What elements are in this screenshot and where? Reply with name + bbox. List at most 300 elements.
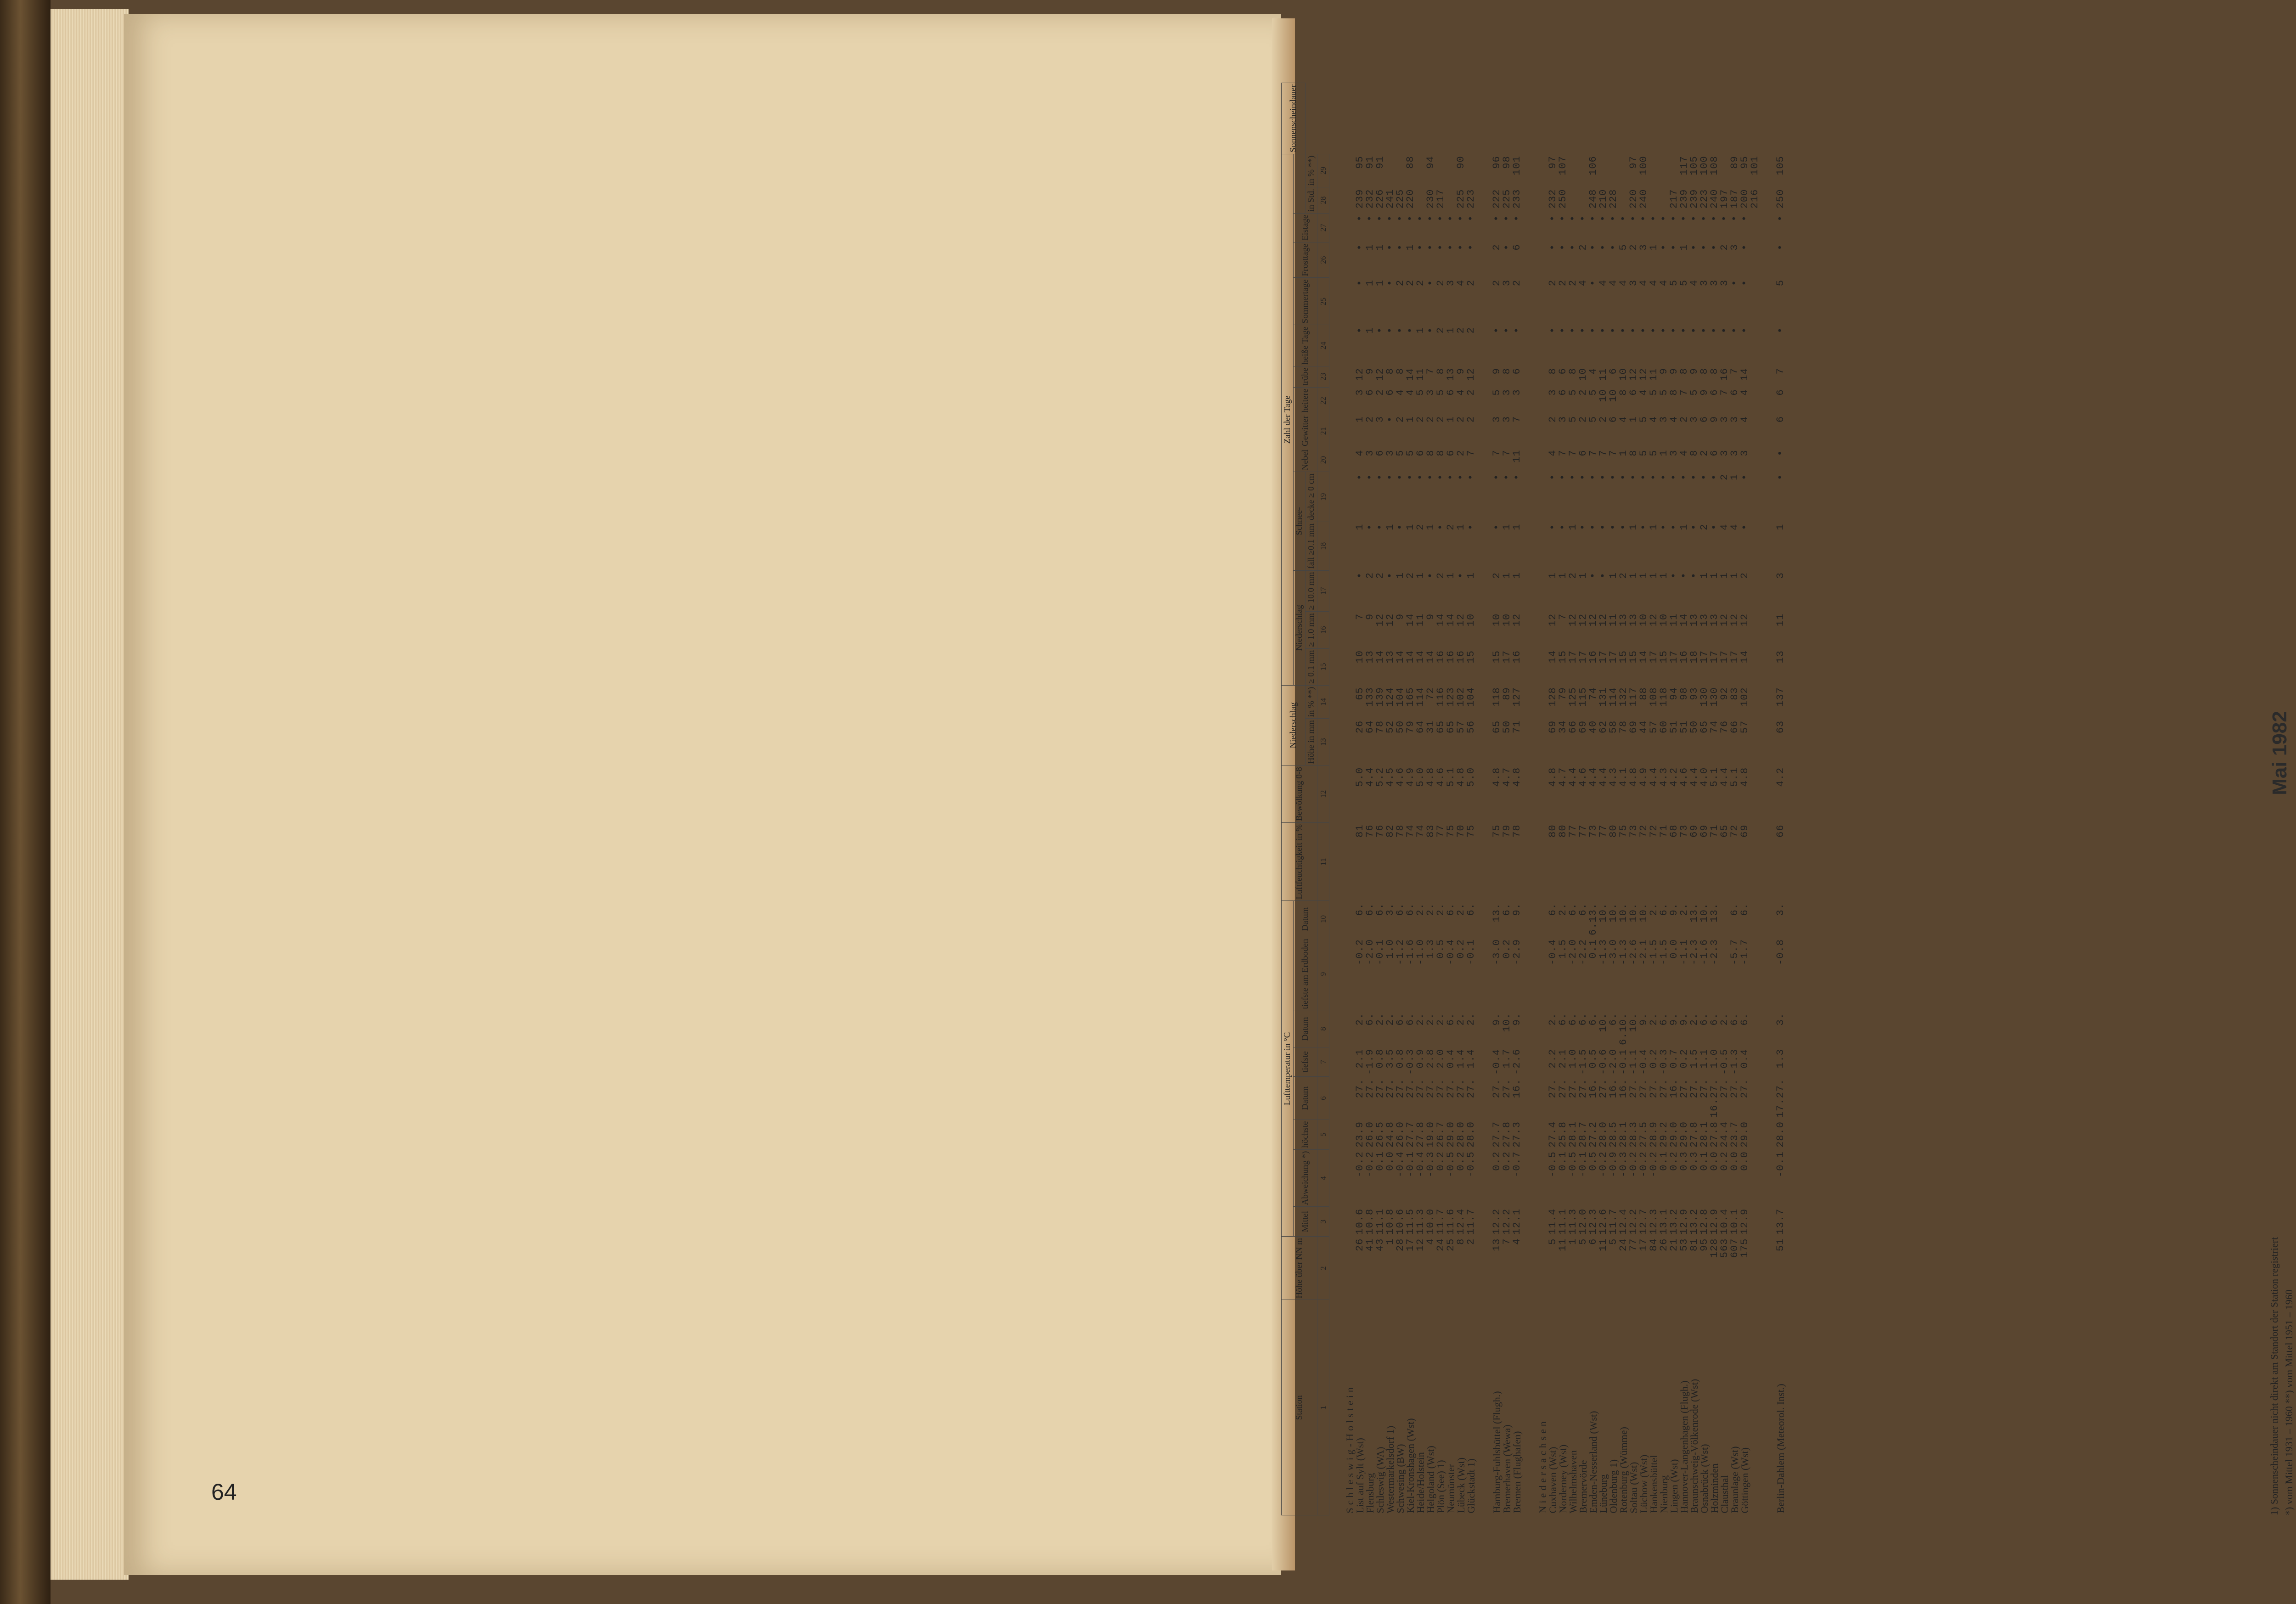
col-sunshine-header: Sonnenscheindauer xyxy=(1282,83,1306,154)
table-cell: • xyxy=(1394,523,1406,530)
table-cell: 1 xyxy=(1728,473,1740,480)
table-cell: • xyxy=(1668,215,1680,222)
table-cell: 4.8 xyxy=(1547,767,1559,787)
station-name: Neumünster xyxy=(1445,1463,1457,1514)
table-cell: 1.5 xyxy=(1688,1049,1700,1069)
table-cell: 16 xyxy=(1511,650,1523,664)
table-cell: 27. xyxy=(1424,1078,1436,1098)
table-cell: 14 xyxy=(1374,650,1386,664)
table-cell: 6. xyxy=(1577,902,1589,916)
table-row xyxy=(1679,83,1689,1515)
table-cell: 9 xyxy=(1364,368,1376,375)
table-cell: 3.5 xyxy=(1384,1049,1396,1069)
table-cell: 1 xyxy=(1567,523,1579,530)
table-cell: 4 xyxy=(1718,523,1730,530)
table-cell: 7 xyxy=(1354,613,1366,620)
station-name: Hannover-Langenhagen (Flugh.) xyxy=(1678,1380,1690,1514)
table-cell: 17 xyxy=(1404,1238,1416,1251)
table-cell: 16. xyxy=(1587,1078,1599,1098)
table-cell: 4 xyxy=(1638,279,1649,287)
table-cell: 3 xyxy=(1739,450,1750,456)
table-cell: -0.4 xyxy=(1491,1049,1503,1075)
table-cell: 11.1 xyxy=(1374,1208,1386,1235)
table-cell: 1.7 xyxy=(1501,1049,1513,1069)
table-cell: 97 xyxy=(1627,156,1639,169)
table-cell: 28.0 xyxy=(1455,1121,1467,1148)
table-cell: 114 xyxy=(1607,687,1619,707)
table-cell: 6. xyxy=(1728,902,1740,916)
table-cell: 89 xyxy=(1728,156,1740,169)
table-cell: -1.6 xyxy=(1698,939,1710,965)
table-cell: 9 xyxy=(1455,368,1467,375)
table-cell: 187 xyxy=(1728,189,1740,209)
station-name: Kiel-Kronshagen (Wst) xyxy=(1404,1418,1416,1514)
table-cell: • xyxy=(1698,326,1710,334)
table-cell: -0.2 xyxy=(1638,1151,1649,1177)
table-cell: 9 xyxy=(1394,613,1406,620)
table-cell: 1 xyxy=(1455,523,1467,530)
table-cell: 27.8 xyxy=(1501,1121,1513,1148)
table-cell: 114 xyxy=(1414,687,1426,707)
table-cell: 0.2 xyxy=(1491,1151,1503,1171)
table-cell: 76 xyxy=(1364,824,1376,838)
table-cell: • xyxy=(1354,215,1366,222)
table-cell: 2 xyxy=(1698,523,1710,530)
table-row xyxy=(1502,83,1512,1515)
table-cell: 24 xyxy=(1435,1238,1446,1251)
table-cell: 223 xyxy=(1698,189,1710,209)
table-cell: 8 xyxy=(1547,368,1559,375)
table-cell: 0.2 xyxy=(1718,1151,1730,1171)
table-cell: 91 xyxy=(1364,156,1376,169)
table-cell: 6. xyxy=(1708,1013,1720,1026)
table-cell: 6. xyxy=(1658,902,1670,916)
table-cell: 10 xyxy=(1638,613,1649,627)
table-cell: 18 xyxy=(1688,650,1700,664)
table-cell: 12.9 xyxy=(1678,1208,1690,1235)
table-cell: 220 xyxy=(1404,189,1416,209)
table-cell: 24 xyxy=(1617,1238,1629,1251)
table-cell: 6 xyxy=(1445,450,1457,456)
table-cell: -1.9 xyxy=(1364,1049,1376,1075)
table-cell: 4.4 xyxy=(1597,767,1609,787)
table-cell: 5 xyxy=(1638,416,1649,423)
column-number: 15 xyxy=(1317,648,1329,685)
table-cell: 4.4 xyxy=(1718,767,1730,787)
table-cell: 13 xyxy=(1364,650,1376,664)
table-cell: 16 xyxy=(1587,650,1599,664)
table-cell xyxy=(1750,937,1760,1011)
table-cell: 51 xyxy=(1678,720,1690,734)
table-cell: 24.4 xyxy=(1718,1121,1730,1148)
table-cell: 8 xyxy=(1435,368,1446,375)
table-cell: 5 xyxy=(1435,389,1446,396)
table-cell: 2 xyxy=(1435,572,1446,579)
table-row xyxy=(1639,83,1649,1515)
table-cell: -2.1 xyxy=(1638,939,1649,965)
table-cell: • xyxy=(1617,326,1629,334)
column-number: 16 xyxy=(1317,612,1329,648)
column-number: 26 xyxy=(1317,242,1329,278)
table-cell: 16. xyxy=(1668,1078,1680,1098)
table-cell: 95 xyxy=(1354,156,1366,169)
table-cell: 1 xyxy=(1648,572,1660,579)
table-cell: • xyxy=(1774,473,1786,480)
table-cell: 10.4 xyxy=(1718,1208,1730,1235)
table-cell xyxy=(1750,685,1760,718)
table-cell: • xyxy=(1424,244,1436,251)
table-cell: 3 xyxy=(1638,244,1649,251)
table-cell: • xyxy=(1435,473,1446,480)
table-cell: • xyxy=(1384,416,1396,423)
table-cell: 225 xyxy=(1455,189,1467,209)
table-cell: 69 xyxy=(1547,720,1559,734)
table-cell xyxy=(1750,1237,1760,1300)
table-cell: 6. xyxy=(1728,1013,1740,1026)
table-cell: 16 xyxy=(1718,368,1730,381)
table-cell: 0.2 xyxy=(1501,1151,1513,1171)
table-cell: • xyxy=(1384,572,1396,579)
table-cell: 2. xyxy=(1557,902,1569,916)
table-cell: 13.1 xyxy=(1658,1208,1670,1235)
table-cell: • xyxy=(1394,215,1406,222)
station-name: Lübeck (Wst) xyxy=(1455,1457,1467,1514)
table-cell: 12.4 xyxy=(1455,1208,1467,1235)
table-cell: • xyxy=(1414,215,1426,222)
table-cell: 2 xyxy=(1739,572,1750,579)
table-cell: • xyxy=(1658,215,1670,222)
table-cell: 11.7 xyxy=(1435,1208,1446,1235)
table-cell: • xyxy=(1465,523,1477,530)
table-cell: 3 xyxy=(1718,416,1730,423)
table-row xyxy=(1416,83,1426,1515)
table-cell: 4 xyxy=(1658,279,1670,287)
column-number: 28 xyxy=(1317,187,1329,214)
col-max-date-header: Datum xyxy=(1294,1077,1317,1120)
table-cell: 130 xyxy=(1698,687,1710,707)
col-ground-min-header: tiefste am Erdboden xyxy=(1294,937,1317,1011)
table-cell: 5 xyxy=(1774,279,1786,287)
table-cell: 1 xyxy=(1718,572,1730,579)
table-cell: 118 xyxy=(1658,687,1670,707)
table-cell: 66 xyxy=(1567,720,1579,734)
table-cell: 27. xyxy=(1678,1078,1690,1098)
table-cell: 232 xyxy=(1364,189,1376,209)
table-cell: 6. xyxy=(1364,902,1376,916)
table-cell: 1.0 xyxy=(1708,1049,1720,1069)
table-cell: 5 xyxy=(1587,416,1599,423)
col-ground-date-header: Datum xyxy=(1294,901,1317,937)
col-precip-pct-header: in % **) xyxy=(1306,685,1317,718)
table-cell: 2 xyxy=(1547,416,1559,423)
table-cell: 165 xyxy=(1404,687,1416,707)
table-cell: -0.1 xyxy=(1404,1151,1416,1177)
table-cell: 8 xyxy=(1698,368,1710,375)
table-cell: 2.0 xyxy=(1435,1049,1446,1069)
table-cell: 13.7 xyxy=(1774,1208,1786,1235)
table-row xyxy=(1568,83,1578,1515)
table-cell: 80 xyxy=(1607,824,1619,838)
table-cell: 4.3 xyxy=(1658,767,1670,787)
table-cell: 1 xyxy=(1658,572,1670,579)
table-cell: 4 xyxy=(1404,389,1416,396)
table-row xyxy=(1689,83,1699,1515)
table-cell: 2 xyxy=(1394,416,1406,423)
table-cell: 10 xyxy=(1577,368,1589,381)
table-cell: 10.8 xyxy=(1364,1208,1376,1235)
table-cell: 1 xyxy=(1698,572,1710,579)
table-cell: 4 xyxy=(1688,279,1700,287)
table-row xyxy=(1396,83,1406,1515)
table-cell: 14 xyxy=(1404,613,1416,627)
table-cell: 2 xyxy=(1424,416,1436,423)
table-cell: -0.1 xyxy=(1374,939,1386,965)
table-cell: 34 xyxy=(1557,720,1569,734)
col-mean-header: Mittel xyxy=(1294,1207,1317,1237)
table-cell: 13 xyxy=(1627,613,1639,627)
table-cell xyxy=(1659,187,1669,214)
table-cell: 74 xyxy=(1404,824,1416,838)
table-cell: • xyxy=(1627,326,1639,334)
table-cell: 2 xyxy=(1511,279,1523,287)
table-cell: 12 xyxy=(1414,1238,1426,1251)
table-cell: 12.2 xyxy=(1501,1208,1513,1235)
table-cell: 0.7 xyxy=(1668,1049,1680,1069)
table-cell: 0.2 xyxy=(1678,1049,1690,1069)
table-cell: 10. xyxy=(1607,902,1619,923)
table-cell: 7 xyxy=(1491,450,1503,456)
table-cell: 2 xyxy=(1455,450,1467,456)
table-cell: 1 xyxy=(1404,523,1416,530)
col-sun-hours-header: in Std. xyxy=(1306,187,1317,214)
table-cell xyxy=(1750,213,1760,242)
table-cell: 9 xyxy=(1668,368,1680,375)
column-number: 21 xyxy=(1317,414,1329,448)
table-cell: 4 xyxy=(1678,450,1690,456)
table-cell: • xyxy=(1547,473,1559,480)
table-cell: 0.1 xyxy=(1698,1151,1710,1171)
table-cell: 232 xyxy=(1547,189,1559,209)
table-cell: 9. xyxy=(1638,1013,1649,1026)
table-cell: 14 xyxy=(1404,650,1416,664)
table-cell: 27.7 xyxy=(1404,1121,1416,1148)
table-cell: 78 xyxy=(1511,824,1523,838)
table-cell: 7 xyxy=(1607,450,1619,456)
table-cell: 72 xyxy=(1728,824,1740,838)
table-cell: • xyxy=(1587,215,1599,222)
column-number: 2 xyxy=(1317,1237,1329,1300)
table-cell: 118 xyxy=(1491,687,1503,707)
table-cell: 73 xyxy=(1678,824,1690,838)
table-cell: • xyxy=(1627,473,1639,480)
table-cell: 1 xyxy=(1648,523,1660,530)
table-cell: -0.2 xyxy=(1364,1151,1376,1177)
table-cell: -0.4 xyxy=(1394,1151,1406,1177)
station-name: Lüneburg xyxy=(1597,1474,1609,1514)
table-cell: • xyxy=(1445,473,1457,480)
table-cell: 8 xyxy=(1688,450,1700,456)
table-cell: 1 xyxy=(1678,244,1690,251)
table-cell: 1 xyxy=(1557,572,1569,579)
table-cell: • xyxy=(1384,473,1396,480)
table-cell: 11.6 xyxy=(1445,1208,1457,1235)
table-cell: -2.3 xyxy=(1708,939,1720,965)
table-cell: 26 xyxy=(1658,1238,1670,1251)
table-cell: • xyxy=(1384,215,1396,222)
table-cell: • xyxy=(1678,572,1690,579)
table-cell: 69 xyxy=(1577,720,1589,734)
table-cell: 80 xyxy=(1547,824,1559,838)
table-cell: 27. xyxy=(1627,1078,1639,1098)
table-cell: 0.3 xyxy=(1678,1151,1690,1171)
table-cell: -0.5 xyxy=(1465,1151,1477,1177)
table-cell: 27.5 xyxy=(1638,1121,1649,1148)
table-cell: • xyxy=(1547,326,1559,334)
table-cell: • xyxy=(1688,523,1700,530)
table-cell: 2. xyxy=(1384,1013,1396,1026)
table-cell: 250 xyxy=(1774,189,1786,209)
table-cell: 0.3 xyxy=(1688,1151,1700,1171)
table-cell: • xyxy=(1465,244,1477,251)
table-cell: 6 xyxy=(1445,389,1457,396)
station-name: Helgoland (Wst) xyxy=(1424,1446,1436,1514)
table-cell: 13 xyxy=(1774,650,1786,664)
table-cell: -0.4 xyxy=(1547,939,1559,965)
table-cell: 8 xyxy=(1678,368,1690,375)
table-cell: 223 xyxy=(1465,189,1477,209)
table-cell: 77 xyxy=(1577,824,1589,838)
table-cell: 0.9 xyxy=(1414,1049,1426,1069)
table-cell: 0.4 xyxy=(1445,1049,1457,1069)
table-cell: 5 xyxy=(1394,450,1406,456)
table-cell: -0.5 xyxy=(1445,1151,1457,1177)
table-cell: 65 xyxy=(1445,720,1457,734)
table-cell: • xyxy=(1774,326,1786,334)
table-cell: -0.2 xyxy=(1597,1151,1609,1177)
table-cell: 3 xyxy=(1511,389,1523,396)
col-precip-mm-header: Höhe in mm xyxy=(1306,719,1317,765)
col-precip-header: Niederschlag xyxy=(1282,685,1306,765)
table-cell: 1.0 xyxy=(1567,1049,1579,1069)
table-cell: 108 xyxy=(1648,687,1660,707)
table-cell: • xyxy=(1607,473,1619,480)
table-cell: 200 xyxy=(1739,189,1750,209)
table-cell: 115 xyxy=(1577,687,1589,707)
table-cell: 13.2 xyxy=(1688,1208,1700,1235)
table-cell: -2.3 xyxy=(1688,939,1700,965)
book-spine xyxy=(0,0,51,1604)
table-row xyxy=(1659,83,1669,1515)
table-cell: • xyxy=(1658,473,1670,480)
table-cell: 9 xyxy=(1658,368,1670,375)
table-cell: 78 xyxy=(1617,720,1629,734)
table-cell: 72 xyxy=(1648,824,1660,838)
table-cell: 102 xyxy=(1739,687,1750,707)
table-cell: • xyxy=(1597,215,1609,222)
table-cell: 3 xyxy=(1384,450,1396,456)
table-cell: 27. xyxy=(1491,1078,1503,1098)
table-cell: 1 xyxy=(1364,279,1376,287)
table-cell: 4 xyxy=(1577,279,1589,287)
table-cell: 6 xyxy=(1708,389,1720,396)
table-cell: 27.3 xyxy=(1511,1121,1523,1148)
table-cell: 6. xyxy=(1445,902,1457,916)
table-cell xyxy=(1466,154,1476,187)
table-cell: 27. xyxy=(1404,1078,1416,1098)
table-cell: • xyxy=(1698,244,1710,251)
column-number: 20 xyxy=(1317,448,1329,472)
book-page xyxy=(124,14,1281,1575)
station-name: Lingen (Wst) xyxy=(1668,1459,1680,1514)
table-cell: 128 xyxy=(1547,687,1559,707)
table-cell: 3 xyxy=(1627,279,1639,287)
table-cell: 1 xyxy=(1577,572,1589,579)
table-cell: 7 xyxy=(1728,368,1740,375)
station-name: Rotenburg (Wümme) xyxy=(1617,1427,1629,1514)
table-cell: 13. xyxy=(1688,902,1700,923)
table-cell: 4.8 xyxy=(1491,767,1503,787)
table-cell: 3 xyxy=(1364,450,1376,456)
station-name: Heide/Holstein xyxy=(1414,1452,1426,1514)
table-cell: 117 xyxy=(1678,156,1690,175)
table-cell: • xyxy=(1404,326,1416,334)
table-cell: 4.8 xyxy=(1511,767,1523,787)
table-cell: • xyxy=(1374,215,1386,222)
table-cell: 2 xyxy=(1491,244,1503,251)
table-cell: 10 xyxy=(1607,389,1619,402)
table-row xyxy=(1720,83,1730,1515)
table-cell: 3 xyxy=(1557,416,1569,423)
table-cell: 10 xyxy=(1491,613,1503,627)
table-cell: 0.2 xyxy=(1455,1151,1467,1171)
table-cell: -2.9 xyxy=(1511,939,1523,965)
table-cell: 4 xyxy=(1739,416,1750,423)
table-cell: 10.6 xyxy=(1354,1208,1366,1235)
table-cell: 100 xyxy=(1638,156,1649,175)
table-cell: 98 xyxy=(1678,687,1690,700)
table-cell: 27. xyxy=(1648,1078,1660,1098)
table-cell: 2 xyxy=(1678,416,1690,423)
table-cell: -2.6 xyxy=(1511,1049,1523,1075)
table-cell: 65 xyxy=(1435,720,1446,734)
table-cell: 10.6 xyxy=(1394,1208,1406,1235)
table-cell: 4 xyxy=(1547,450,1559,456)
table-cell: 1 xyxy=(1658,450,1670,456)
table-cell: -1.6 xyxy=(1404,939,1416,965)
table-cell: 12.6 xyxy=(1597,1208,1609,1235)
table-cell: • xyxy=(1678,473,1690,480)
table-cell: 11 xyxy=(1607,613,1619,627)
table-cell: 31 xyxy=(1424,720,1436,734)
table-cell: 28.1 xyxy=(1567,1121,1579,1148)
table-cell: 2 xyxy=(1455,416,1467,423)
table-cell: 19.0 xyxy=(1424,1121,1436,1148)
table-cell: 1 xyxy=(1638,572,1649,579)
table-cell: -1.5 xyxy=(1648,939,1660,965)
table-cell: 1 xyxy=(1511,523,1523,530)
table-cell: 4 xyxy=(1354,450,1366,456)
table-cell: 225 xyxy=(1501,189,1513,209)
col-precip-days-header: Niederschlag xyxy=(1294,570,1306,685)
table-cell: • xyxy=(1577,215,1589,222)
table-cell: 7 xyxy=(1718,389,1730,396)
table-cell: 16 xyxy=(1435,650,1446,664)
table-cell: 10.8 xyxy=(1384,1208,1396,1235)
table-cell: 7 xyxy=(1501,450,1513,456)
table-cell: 117 xyxy=(1627,687,1639,707)
table-cell: 77 xyxy=(1627,1238,1639,1251)
table-cell: -1.3 xyxy=(1728,1049,1740,1075)
